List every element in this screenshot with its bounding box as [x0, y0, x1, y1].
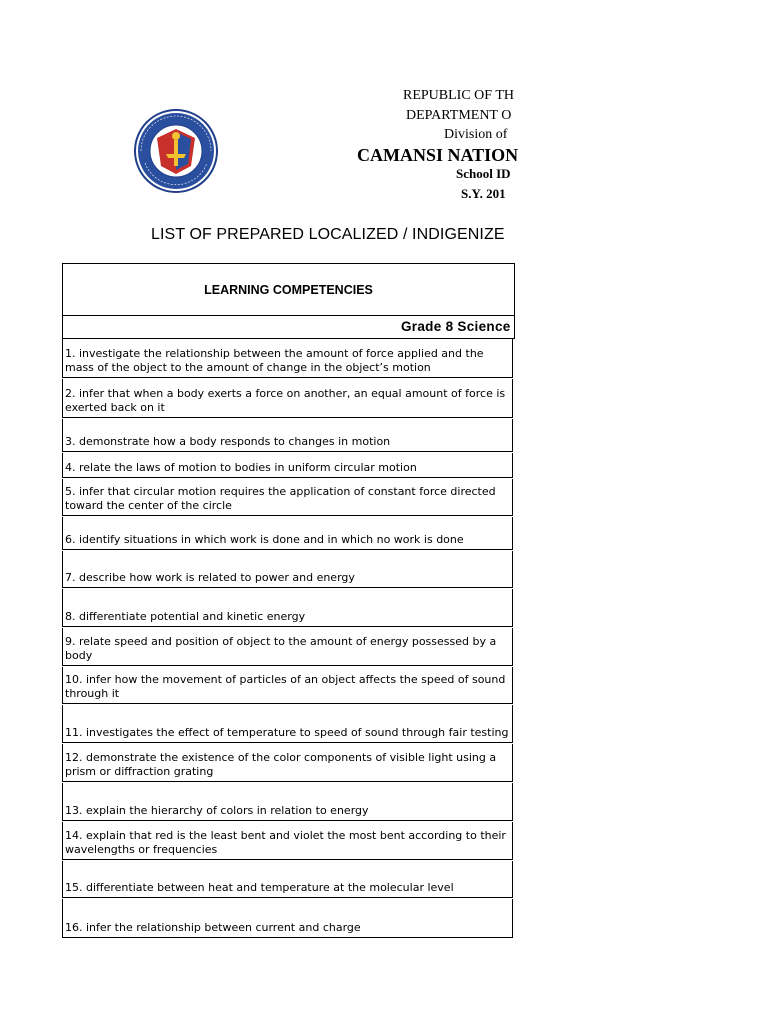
letterhead-division: Division of: [444, 127, 508, 142]
competency-text: 2. infer that when a body exerts a force on another, an equal amount of force is exerted back on it: [65, 387, 506, 414]
table-row: [62, 628, 513, 666]
table-row: [62, 667, 513, 704]
competency-text: 13. explain the hierarchy of colors in relation to energy: [65, 804, 369, 817]
table-row: [62, 453, 513, 478]
table-row: [62, 705, 513, 743]
letterhead-department: DEPARTMENT O: [406, 108, 512, 123]
letterhead-school-name: CAMANSI NATION: [357, 145, 519, 165]
competency-text: 9. relate speed and position of object to the amount of energy possessed by a body: [65, 635, 497, 662]
competency-text: 5. infer that circular motion requires the application of constant force directed toward the center of the circle: [65, 485, 496, 512]
competency-text: 6. identify situations in which work is done and in which no work is done: [65, 533, 464, 546]
competency-text: 10. infer how the movement of particles of an object affects the speed of sound through it: [65, 673, 506, 700]
competency-text: 1. investigate the relationship between the amount of force applied and the mass of the object to the amount of change in the object’s motion: [65, 347, 484, 374]
table-row: [62, 551, 513, 588]
table-row: [62, 379, 513, 418]
competency-text: 3. demonstrate how a body responds to changes in motion: [65, 435, 391, 448]
document-title: LIST OF PREPARED LOCALIZED / INDIGENIZE: [151, 226, 505, 243]
table-row: [62, 589, 513, 627]
competency-text: 12. demonstrate the existence of the color components of visible light using a prism or diffraction grating: [65, 751, 497, 778]
table-grade-row: [62, 315, 515, 339]
competency-text: 8. differentiate potential and kinetic energy: [65, 610, 306, 623]
table-row: [62, 339, 513, 378]
table-row: [62, 861, 513, 898]
table-row: [62, 479, 513, 516]
table-row: [62, 517, 513, 550]
competency-text: 11. investigates the effect of temperature to speed of sound through fair testing: [65, 726, 509, 739]
table-row: [62, 822, 513, 860]
competency-text: 15. differentiate between heat and temperature at the molecular level: [65, 881, 454, 894]
grade-label: Grade 8 Science: [401, 319, 511, 334]
competency-text: 16. infer the relationship between current and charge: [65, 921, 361, 934]
letterhead-school-year: S.Y. 201: [461, 186, 506, 201]
letterhead: [0, 0, 520, 230]
table-row: [62, 419, 513, 452]
competency-text: 7. describe how work is related to power and energy: [65, 571, 355, 584]
table-row: [62, 899, 513, 938]
competency-text: 4. relate the laws of motion to bodies in uniform circular motion: [65, 461, 417, 474]
table-row: [62, 783, 513, 821]
table-row: [62, 744, 513, 782]
table-column-header: LEARNING COMPETENCIES: [62, 263, 515, 316]
competency-text: 14. explain that red is the least bent and violet the most bent according to their wavelengths or frequencies: [65, 829, 506, 856]
letterhead-republic: REPUBLIC OF TH: [403, 88, 514, 103]
letterhead-school-id: School ID: [456, 166, 511, 181]
